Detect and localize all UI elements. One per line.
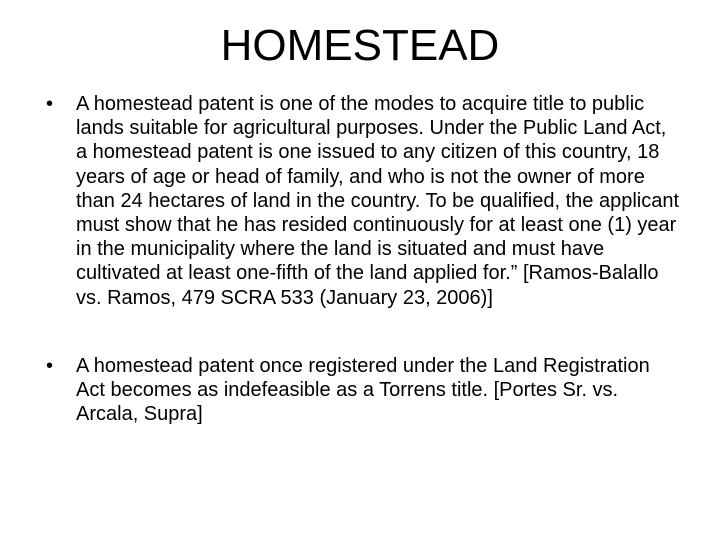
slide-title: HOMESTEAD [220, 21, 500, 70]
bullet-text: A homestead patent is one of the modes to acquire title to public lands suitable for agricultural purposes. Under the Public Land Act, a homestead patent is one issued to any citizen of this country, 18 years of age or head of family, and who is not the owner of more than 24 hectares of land in the country. To be qualified, the applicant must show that he has resided continuously for at least one (1) year in the municipality where the land is situated and must have cultivated at least one-fifth of the land applied for.” [Ramos-Balallo vs. Ramos, 479 SCRA 533 (January 23, 2006)] [76, 93, 680, 309]
bullet-text: A homestead patent once registered under the Land Registration Act becomes as indefeasible as a Torrens title. [Portes Sr. vs. Arcala, Supra] [76, 354, 650, 426]
bullet-list [46, 92, 680, 426]
bullet-icon: • [46, 354, 54, 377]
bullet-icon: • [46, 93, 54, 115]
bullet-item-homestead-patent-indefeasible [46, 354, 680, 427]
bullet-item-homestead-patent-definition [46, 92, 680, 310]
